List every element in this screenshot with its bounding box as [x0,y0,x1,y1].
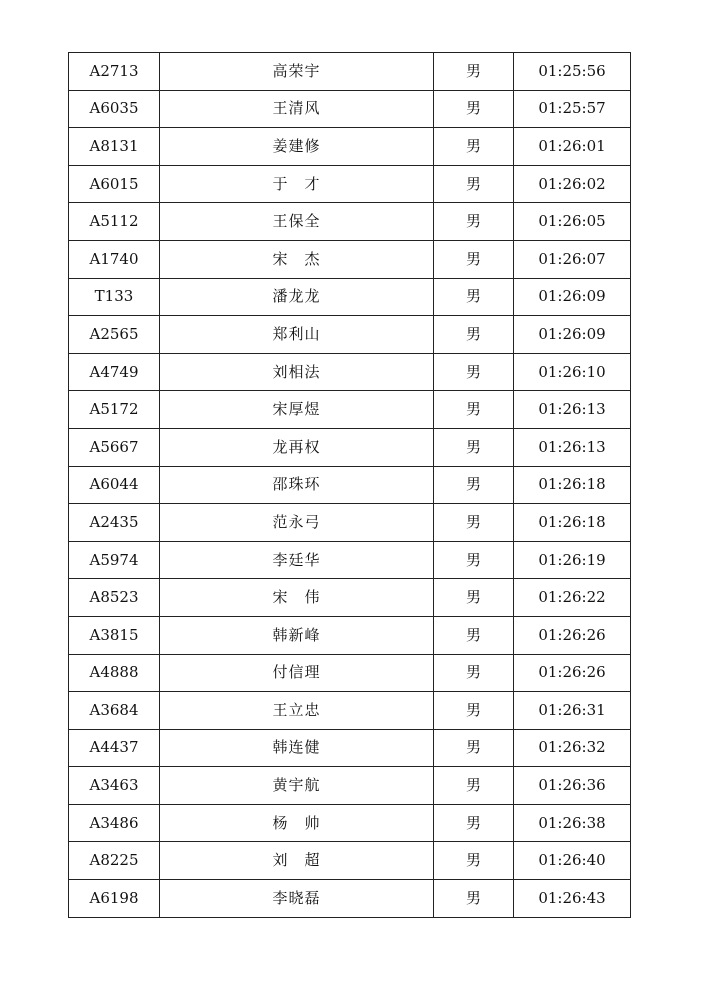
table-row [69,165,631,203]
finish-time-cell: 01:26:01 [514,128,631,166]
bib-number-cell: A1740 [69,240,160,278]
bib-number-cell: A8131 [69,128,160,166]
finish-time-cell: 01:26:26 [514,616,631,654]
table-row [69,128,631,166]
bib-number-cell: A6044 [69,466,160,504]
bib-number-cell: A6015 [69,165,160,203]
gender-cell: 男 [434,804,514,842]
bib-number-cell: A5974 [69,541,160,579]
runner-name-cell: 韩新峰 [160,616,434,654]
table-row [69,767,631,805]
table-row [69,353,631,391]
bib-number-cell: A4749 [69,353,160,391]
finish-time-cell: 01:25:56 [514,53,631,91]
bib-number-cell: A6198 [69,880,160,918]
table-row [69,579,631,617]
runner-name-cell: 李晓磊 [160,880,434,918]
gender-cell: 男 [434,504,514,542]
gender-cell: 男 [434,165,514,203]
bib-number-cell: A5112 [69,203,160,241]
table-row [69,428,631,466]
bib-number-cell: A5667 [69,428,160,466]
bib-number-cell: A2435 [69,504,160,542]
gender-cell: 男 [434,240,514,278]
gender-cell: 男 [434,128,514,166]
finish-time-cell: 01:26:18 [514,466,631,504]
table-row [69,504,631,542]
finish-time-cell: 01:26:32 [514,729,631,767]
gender-cell: 男 [434,729,514,767]
runner-name-cell: 黄宇航 [160,767,434,805]
bib-number-cell: A4888 [69,654,160,692]
runner-name-cell: 李廷华 [160,541,434,579]
finish-time-cell: 01:26:18 [514,504,631,542]
gender-cell: 男 [434,428,514,466]
runner-name-cell: 邵珠环 [160,466,434,504]
bib-number-cell: A6035 [69,90,160,128]
table-row [69,880,631,918]
table-row [69,240,631,278]
table-row [69,729,631,767]
table-row [69,616,631,654]
table-row [69,203,631,241]
table-row [69,53,631,91]
finish-time-cell: 01:26:31 [514,692,631,730]
finish-time-cell: 01:26:09 [514,316,631,354]
gender-cell: 男 [434,90,514,128]
gender-cell: 男 [434,767,514,805]
runner-name-cell: 付信理 [160,654,434,692]
gender-cell: 男 [434,541,514,579]
gender-cell: 男 [434,579,514,617]
bib-number-cell: A3815 [69,616,160,654]
table-row [69,541,631,579]
runner-name-cell: 于 才 [160,165,434,203]
bib-number-cell: A2565 [69,316,160,354]
finish-time-cell: 01:26:13 [514,428,631,466]
runner-name-cell: 范永弓 [160,504,434,542]
runner-name-cell: 刘 超 [160,842,434,880]
runner-name-cell: 龙再权 [160,428,434,466]
table-row [69,654,631,692]
table-row [69,692,631,730]
runner-name-cell: 王保全 [160,203,434,241]
gender-cell: 男 [434,391,514,429]
results-table-body [69,53,631,918]
table-row [69,278,631,316]
runner-name-cell: 韩连健 [160,729,434,767]
table-row [69,466,631,504]
finish-time-cell: 01:26:05 [514,203,631,241]
gender-cell: 男 [434,654,514,692]
finish-time-cell: 01:26:02 [514,165,631,203]
bib-number-cell: T133 [69,278,160,316]
gender-cell: 男 [434,842,514,880]
bib-number-cell: A5172 [69,391,160,429]
bib-number-cell: A3684 [69,692,160,730]
gender-cell: 男 [434,616,514,654]
finish-time-cell: 01:26:38 [514,804,631,842]
runner-name-cell: 宋 杰 [160,240,434,278]
gender-cell: 男 [434,53,514,91]
finish-time-cell: 01:26:07 [514,240,631,278]
finish-time-cell: 01:26:43 [514,880,631,918]
finish-time-cell: 01:26:19 [514,541,631,579]
gender-cell: 男 [434,353,514,391]
runner-name-cell: 姜建修 [160,128,434,166]
finish-time-cell: 01:26:26 [514,654,631,692]
bib-number-cell: A3486 [69,804,160,842]
gender-cell: 男 [434,466,514,504]
table-row [69,90,631,128]
table-row [69,842,631,880]
table-row [69,391,631,429]
gender-cell: 男 [434,278,514,316]
bib-number-cell: A8523 [69,579,160,617]
finish-time-cell: 01:25:57 [514,90,631,128]
runner-name-cell: 郑利山 [160,316,434,354]
runner-name-cell: 杨 帅 [160,804,434,842]
runner-name-cell: 潘龙龙 [160,278,434,316]
table-row [69,804,631,842]
bib-number-cell: A2713 [69,53,160,91]
finish-time-cell: 01:26:22 [514,579,631,617]
results-table [68,52,631,918]
finish-time-cell: 01:26:09 [514,278,631,316]
bib-number-cell: A3463 [69,767,160,805]
runner-name-cell: 王立忠 [160,692,434,730]
table-row [69,316,631,354]
runner-name-cell: 王清风 [160,90,434,128]
gender-cell: 男 [434,316,514,354]
gender-cell: 男 [434,692,514,730]
runner-name-cell: 宋 伟 [160,579,434,617]
finish-time-cell: 01:26:36 [514,767,631,805]
bib-number-cell: A4437 [69,729,160,767]
runner-name-cell: 高荣宇 [160,53,434,91]
gender-cell: 男 [434,880,514,918]
runner-name-cell: 宋厚煜 [160,391,434,429]
bib-number-cell: A8225 [69,842,160,880]
finish-time-cell: 01:26:10 [514,353,631,391]
finish-time-cell: 01:26:13 [514,391,631,429]
runner-name-cell: 刘相法 [160,353,434,391]
finish-time-cell: 01:26:40 [514,842,631,880]
gender-cell: 男 [434,203,514,241]
